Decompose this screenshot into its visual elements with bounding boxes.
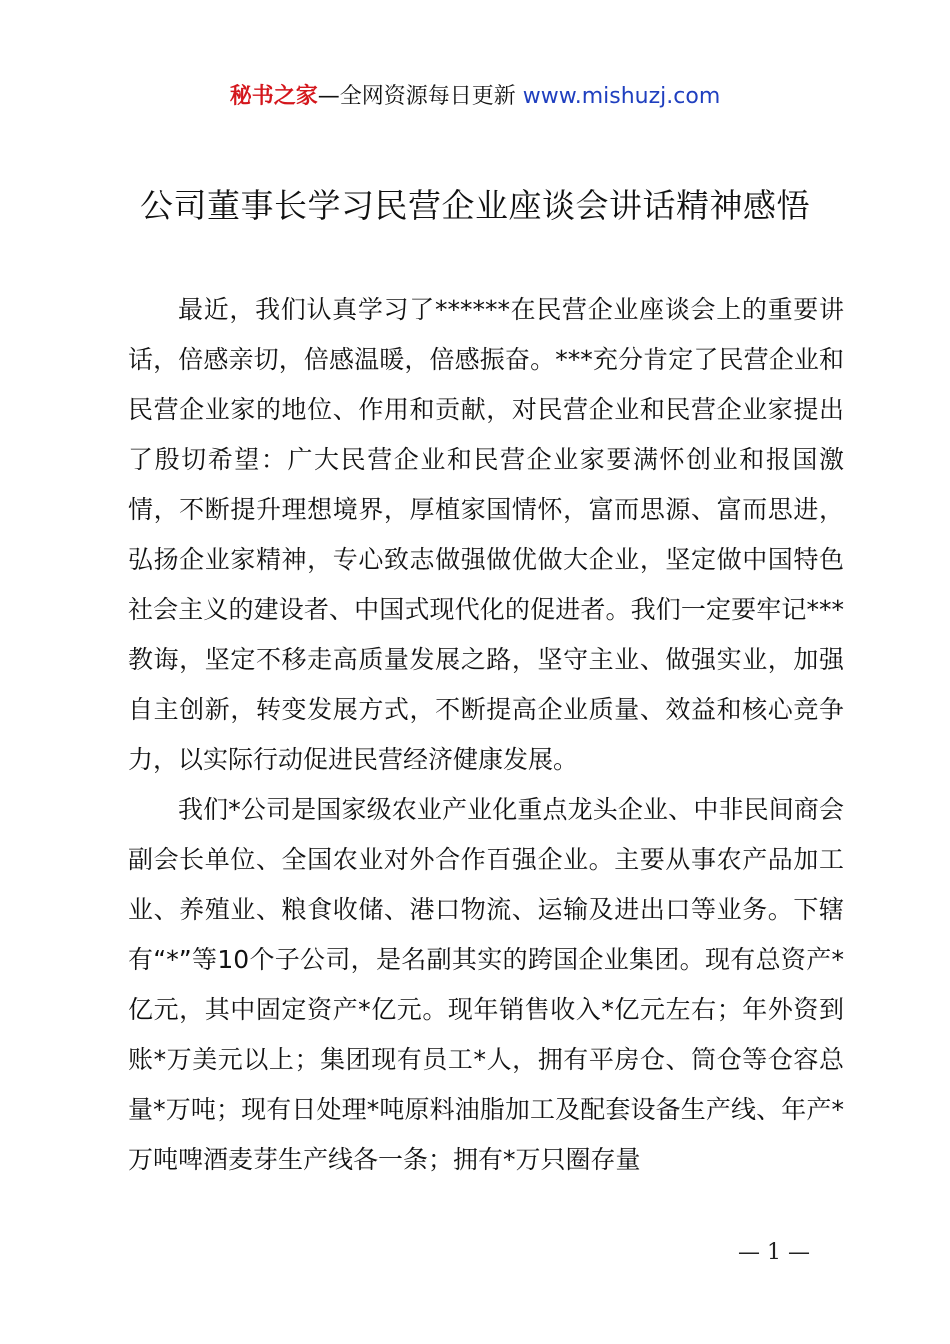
page-number: — 1 — bbox=[738, 1240, 810, 1265]
document-body bbox=[128, 285, 844, 1185]
site-tagline: —全网资源每日更新 bbox=[317, 84, 523, 109]
site-url-link[interactable]: www.mishuzj.com bbox=[522, 84, 721, 109]
body-paragraph-1: 最近，我们认真学习了******在民营企业座谈会上的重要讲话，倍感亲切，倍感温暖，倍感振奋。***充分肯定了民营企业和民营企业家的地位、作用和贡献，对民营企业和民营企业家提出了殷切希望：广大民营企业和民营企业家要满怀创业和报国激情，不断提升理想境界，厚植家国情怀，富而思源、富而思进，弘扬企业家精神，专心致志做强做优做大企业，坚定做中国特色社会主义的建设者、中国式现代化的促进者。我们一定要牢记***教诲，坚定不移走高质量发展之路，坚守主业、做强实业，加强自主创新，转变发展方式，不断提高企业质量、效益和核心竞争力，以实际行动促进民营经济健康发展。 bbox=[128, 295, 844, 774]
body-paragraph-2: 我们*公司是国家级农业产业化重点龙头企业、中非民间商会副会长单位、全国农业对外合作百强企业。主要从事农产品加工业、养殖业、粮食收储、港口物流、运输及进出口等业务。下辖有“*”等10个子公司，是名副其实的跨国企业集团。现有总资产*亿元，其中固定资产*亿元。现年销售收入*亿元左右；年外资到账*万美元以上；集团现有员工*人，拥有平房仓、筒仓等仓容总量*万吨；现有日处理*吨原料油脂加工及配套设备生产线、年产*万吨啤酒麦芽生产线各一条；拥有*万只圈存量 bbox=[128, 795, 844, 1174]
document-title: 公司董事长学习民营企业座谈会讲话精神感悟 bbox=[140, 186, 810, 225]
site-header-banner bbox=[0, 82, 950, 112]
site-brand-name: 秘书之家 bbox=[229, 84, 318, 109]
